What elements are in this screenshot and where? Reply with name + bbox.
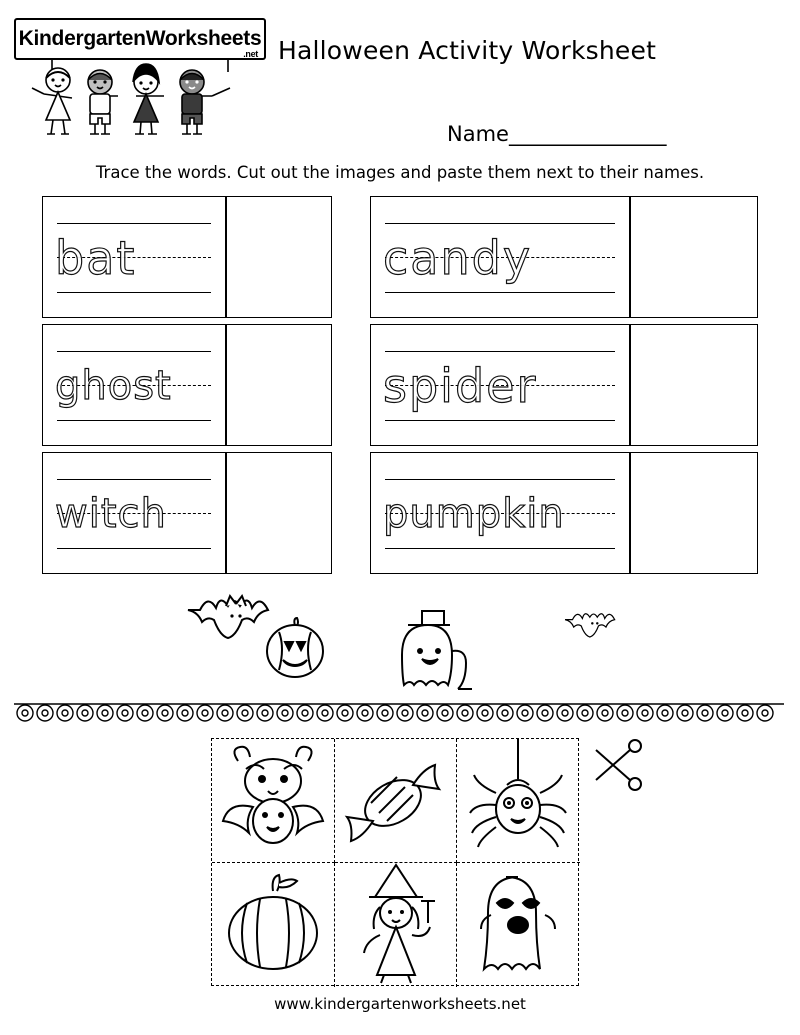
middle-clipart-row (0, 578, 800, 703)
name-field-label: Name_______________ (447, 122, 667, 146)
paste-box[interactable] (630, 452, 758, 574)
witch-image (335, 863, 457, 987)
pumpkin-image (212, 863, 334, 987)
cutout-cell-ghost[interactable] (457, 863, 580, 987)
logo-text (18, 27, 262, 59)
bat-image (212, 739, 334, 863)
cutout-cell-pumpkin[interactable] (212, 863, 335, 987)
page-title: Halloween Activity Worksheet (278, 36, 657, 65)
page-header (0, 0, 800, 182)
kids-holding-hands-illustration (14, 58, 266, 146)
bat-clipart-left (188, 596, 268, 638)
trace-word: witch (55, 491, 167, 537)
paste-box[interactable] (226, 452, 332, 574)
trace-word-cell[interactable] (42, 452, 226, 574)
ghost-with-hat-and-cane-clipart (402, 611, 472, 689)
trace-word: ghost (55, 363, 172, 409)
spider-image (457, 739, 579, 863)
jack-o-lantern-clipart (267, 618, 323, 677)
trace-word: pumpkin (383, 491, 565, 537)
trace-row (370, 324, 758, 446)
trace-word: bat (55, 231, 137, 285)
cutout-cell-candy[interactable] (335, 739, 458, 863)
trace-word: spider (383, 359, 538, 413)
candy-image (335, 739, 457, 863)
trace-row (42, 452, 332, 574)
logo-text-worksheets: Worksheets (145, 27, 262, 50)
scallop-divider (14, 700, 784, 726)
trace-word-cell[interactable] (370, 196, 630, 318)
paste-box[interactable] (630, 324, 758, 446)
trace-row (42, 196, 332, 318)
tracing-grid (0, 196, 800, 576)
instructions-text: Trace the words. Cut out the images and paste them next to their names. (95, 163, 705, 182)
site-logo (14, 18, 266, 60)
paste-box[interactable] (630, 196, 758, 318)
logo-net: .net (243, 49, 258, 59)
trace-row (370, 196, 758, 318)
cutout-cell-witch[interactable] (335, 863, 458, 987)
paste-box[interactable] (226, 196, 332, 318)
cutout-cell-bat[interactable] (212, 739, 335, 863)
trace-row (370, 452, 758, 574)
ghost-image (457, 863, 579, 987)
trace-word-cell[interactable] (42, 324, 226, 446)
paste-box[interactable] (226, 324, 332, 446)
bat-clipart-right (565, 614, 615, 637)
scissors-icon (590, 736, 646, 792)
trace-word-cell[interactable] (370, 324, 630, 446)
footer-url[interactable]: www.kindergartenworksheets.net (274, 995, 526, 1013)
cutout-image-grid (211, 738, 579, 986)
trace-word: candy (383, 231, 533, 285)
trace-row (42, 324, 332, 446)
trace-word-cell[interactable] (370, 452, 630, 574)
middle-clipart-svg (0, 578, 800, 703)
trace-word-cell[interactable] (42, 196, 226, 318)
logo-text-kindergarten: Kindergarten (18, 27, 146, 50)
cutout-cell-spider[interactable] (457, 739, 580, 863)
cutout-grid-border (211, 738, 579, 986)
